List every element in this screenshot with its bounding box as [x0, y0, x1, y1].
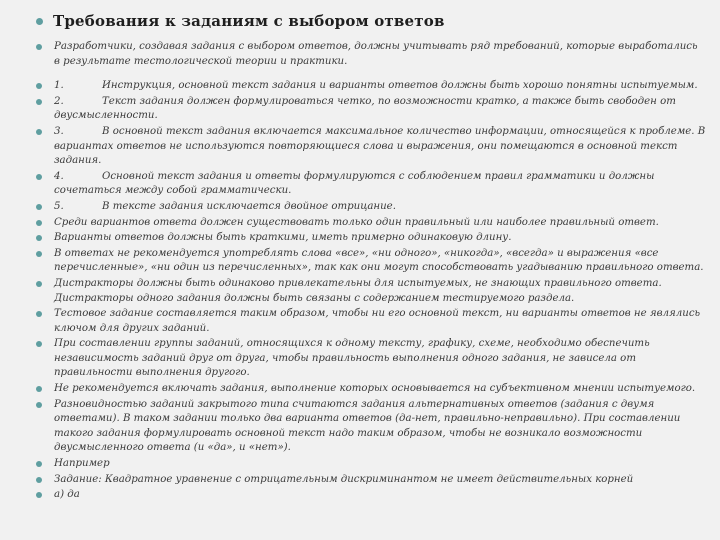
- list-item-body: Тестовое задание составляется таким образом, чтобы ни его основной текст, ни варианты ответов не являлись ключом для других заданий.: [54, 308, 701, 334]
- list-item-text: [54, 40, 706, 69]
- list-item-body: В тексте задания исключается двойное отрицание.: [102, 200, 396, 212]
- list-item-text: [54, 457, 706, 472]
- list-item-text: [54, 170, 706, 199]
- list-item-number: 5.: [54, 200, 64, 212]
- bullet-list: [36, 40, 706, 504]
- bullet-icon: [36, 204, 42, 210]
- list-item-body: Разработчики, создавая задания с выбором ответов, должны учитывать ряд требований, которые выработались в результате тестологической теории и практики.: [54, 41, 698, 67]
- bullet-icon: [36, 235, 42, 241]
- list-item-text: [54, 216, 706, 231]
- list-item-body: Инструкция, основной текст задания и варианты ответов должны быть хорошо понятны испытуемым.: [102, 80, 698, 92]
- bullet-icon: [36, 220, 42, 226]
- list-item-number: 4.: [54, 170, 64, 182]
- list-item-text: [54, 277, 706, 306]
- title-row: [36, 12, 710, 30]
- list-item-body: В основной текст задания включается максимальное количество информации, относящейся к проблеме. В вариантах ответов не используются повторяющиеся слова и выражения, они помещаются в основной текст задания.: [54, 125, 706, 167]
- list-item-body: Текст задания должен формулироваться четко, по возможности кратко, а также быть свободен от двусмысленности.: [54, 95, 676, 122]
- list-item-text: [54, 200, 706, 215]
- bullet-icon: [36, 18, 43, 25]
- bullet-icon: [36, 477, 42, 483]
- list-item-number: 2.: [54, 95, 64, 107]
- bullet-icon: [36, 44, 42, 50]
- list-item: [36, 79, 706, 94]
- bullet-icon: [36, 402, 42, 408]
- list-item-body: а) да: [54, 489, 80, 501]
- list-item-body: В ответах не рекомендуется употреблять слова «все», «ни одного», «никогда», «всегда» и выражения «все перечисленные», «ни один из перечисленных», так как они могут способствовать угадыванию правильного ответа.: [54, 247, 704, 274]
- bullet-icon: [36, 251, 42, 257]
- bullet-icon: [36, 174, 42, 180]
- list-item-text: [54, 231, 706, 246]
- list-item: [36, 125, 706, 169]
- list-item-body: Задание: Квадратное уравнение с отрицательным дискриминантом не имеет действительных корней: [54, 473, 634, 485]
- list-item-body: Не рекомендуется включать задания, выполнение которых основывается на субъективном мнении испытуемого.: [54, 383, 696, 395]
- list-item: [36, 200, 706, 215]
- slide-title: Требования к заданиям с выбором ответов: [53, 12, 445, 30]
- bullet-icon: [36, 83, 42, 89]
- list-item-text: [54, 488, 706, 503]
- list-item-text: [54, 247, 706, 276]
- list-item-text: [54, 307, 706, 336]
- list-item: [36, 398, 706, 456]
- bullet-icon: [36, 461, 42, 467]
- list-item-body: При составлении группы заданий, относящихся к одному тексту, графику, схеме, необходимо обеспечить независимость заданий друг от друга, чтобы правильность выполнения одного задания, не зависела от правильности выполнения другого.: [54, 338, 650, 379]
- list-item: [36, 40, 706, 69]
- list-item: [36, 231, 706, 246]
- list-item: [36, 95, 706, 124]
- list-item: [36, 382, 706, 397]
- list-item-body: Дистракторы должны быть одинаково привлекательны для испытуемых, не знающих правильного ответа. Дистракторы одного задания должны быть связаны с содержанием тестируемого раздела.: [54, 277, 662, 304]
- bullet-icon: [36, 281, 42, 287]
- list-item-text: [54, 95, 706, 124]
- list-item-body: Варианты ответов должны быть краткими, иметь примерно одинаковую длину.: [54, 232, 512, 244]
- list-item: [36, 337, 706, 381]
- list-item: [36, 488, 706, 503]
- bullet-icon: [36, 386, 42, 392]
- bullet-icon: [36, 311, 42, 317]
- list-item: [36, 170, 706, 199]
- list-item-body: Среди вариантов ответа должен существовать только один правильный или наиболее правильный ответ.: [54, 216, 659, 228]
- list-item-text: [54, 473, 706, 488]
- list-item: [36, 473, 706, 488]
- list-item: [36, 457, 706, 472]
- list-item-text: [54, 382, 706, 397]
- bullet-icon: [36, 99, 42, 105]
- bullet-icon: [36, 129, 42, 135]
- list-item-body: Например: [54, 458, 110, 470]
- list-item-text: [54, 125, 706, 169]
- list-item: [36, 307, 706, 336]
- list-item-text: [54, 337, 706, 381]
- list-item-number: 1.: [54, 80, 64, 92]
- bullet-icon: [36, 492, 42, 498]
- bullet-icon: [36, 341, 42, 347]
- list-item-text: [54, 398, 706, 456]
- list-item: [36, 277, 706, 306]
- list-item-body: Основной текст задания и ответы формулируются с соблюдением правил грамматики и должны сочетаться между собой грамматически.: [54, 170, 655, 197]
- list-item: [36, 216, 706, 231]
- list-item: [36, 247, 706, 276]
- list-item-text: [54, 79, 706, 94]
- list-item-number: 3.: [54, 125, 64, 137]
- list-item-body: Разновидностью заданий закрытого типа считаются задания альтернативных ответов (задания с двумя ответами). В таком задании только два варианта ответов (да-нет, правильно-неправильно). При составлении такого задания формулировать основной текст надо таким образом, чтобы не возникало возможности двусмысленного ответа (и «да», и «нет»).: [54, 398, 681, 454]
